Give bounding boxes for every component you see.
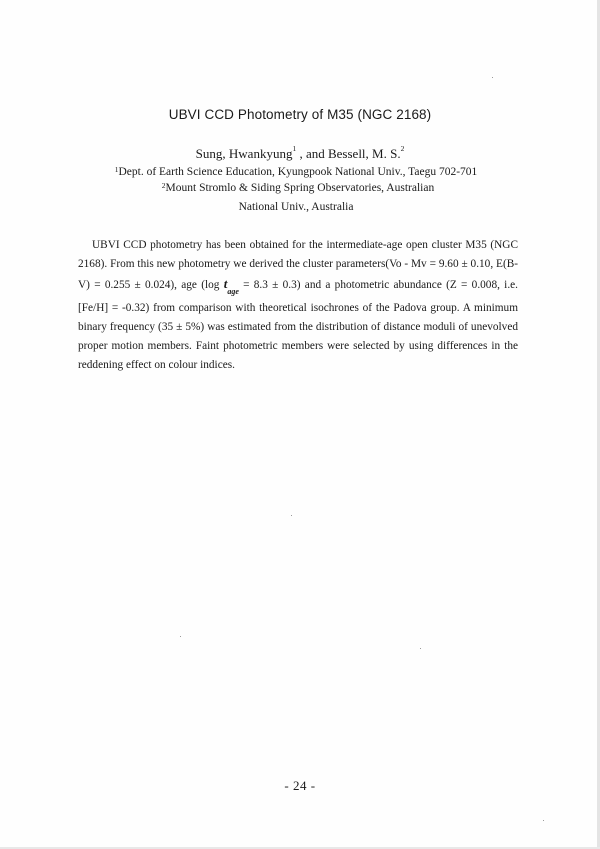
affiliation-1-mark: 1 bbox=[114, 165, 119, 174]
affiliation-2-text: Mount Stromlo & Siding Spring Observatories, Australian bbox=[165, 182, 435, 194]
abstract-text-part-2: = 8.3 ± 0.3) and a photometric abundance (Z = 0.008, i.e. [Fe/H] = -0.32) from comparison with theoretical isochrones of the Padova group. A minimum binary frequency (35 ± 5%) was estimated from the distribution of distance moduli of unevolved proper motion members. Faint photometric members were selected by using differences in the reddening effect on colour indices. bbox=[78, 279, 518, 371]
author-separator: , and bbox=[296, 146, 328, 161]
page-number: - 24 - bbox=[284, 778, 316, 793]
paper-title: UBVI CCD Photometry of M35 (NGC 2168) bbox=[168, 107, 432, 122]
abstract-text-part-1: UBVI CCD photometry has been obtained for the intermediate-age open cluster M35 (NGC 2168). From this new photometry we derived the cluster parameters(Vo - Mv = 9.60 ± 0.10, E(B-V) = 0.255 ± 0.024), age (log bbox=[78, 239, 518, 291]
affiliation-2-mark: 2 bbox=[161, 181, 166, 190]
author-2-name: Bessell, M. S. bbox=[327, 146, 401, 161]
affiliation-1-text: Dept. of Earth Science Education, Kyungpook National Univ., Taegu 702-701 bbox=[118, 166, 478, 178]
author-2-affiliation-mark: 2 bbox=[400, 144, 405, 153]
scan-speck bbox=[420, 648, 421, 649]
affiliation-1 bbox=[0, 165, 596, 179]
scan-speck bbox=[492, 77, 493, 78]
scan-speck bbox=[180, 636, 181, 637]
author-1-name: Sung, Hwankyung bbox=[195, 146, 293, 161]
t-age-symbol bbox=[223, 276, 239, 296]
scan-speck bbox=[543, 820, 544, 821]
t-age-letter: t bbox=[223, 276, 228, 291]
scan-speck bbox=[291, 515, 292, 516]
affiliation-2-continued: National Univ., Australia bbox=[238, 201, 354, 213]
author-1-affiliation-mark: 1 bbox=[292, 144, 297, 153]
author-line bbox=[0, 146, 600, 162]
affiliation-2 bbox=[0, 181, 598, 195]
abstract-paragraph bbox=[78, 236, 518, 375]
t-age-subscript: age bbox=[227, 286, 239, 296]
